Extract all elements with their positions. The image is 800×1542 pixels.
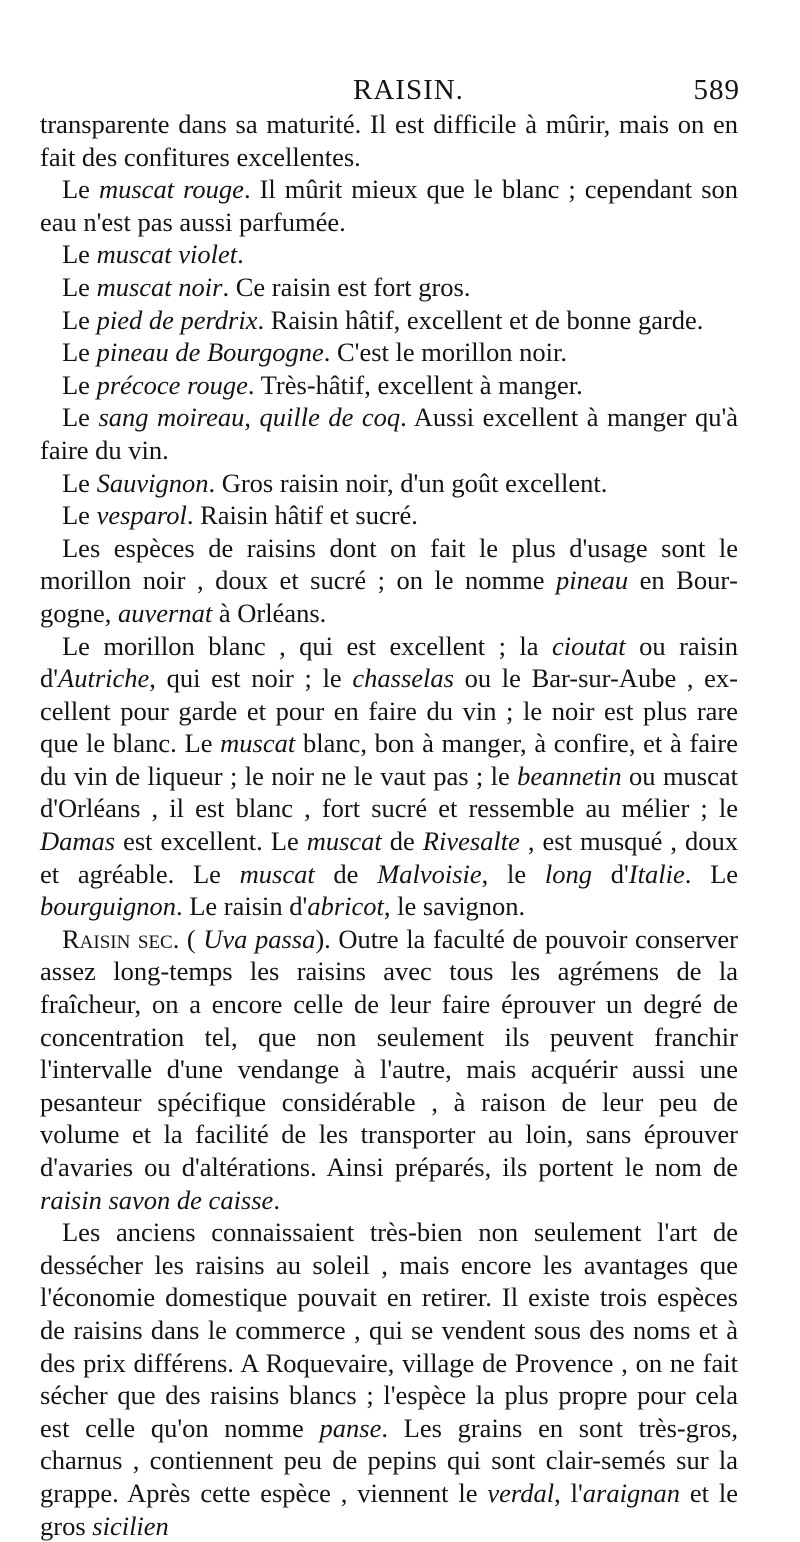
- text-run: et le gros: [40, 1477, 738, 1541]
- text-run: d': [592, 858, 629, 889]
- text-run: Raisin sec: [62, 923, 173, 954]
- text-run: ou le Bar-sur-Aube , excellent pour garde et pour en faire du vin ; le noir est plus rare que le blanc. Le: [40, 663, 738, 759]
- italic-term: Malvoisie: [377, 858, 482, 889]
- text-run: . Les grains en sont très-gros, charnus , contiennent peu de pepins qui sont clair-semés sur la grappe. Après cette espèce , viennent le: [40, 1412, 738, 1508]
- text-run: ). Outre la faculté de pouvoir conserver assez long-temps les raisins avec tous les agrémens de la fraîcheur, on a encore celle de leur faire éprouver un degré de concentration tel, que non seulement ils peuvent franchir l'intervalle d'une vendange à l'autre, mais acquérir aussi une pesanteur spécifique considérable , à raison de leur peu de volume et la facilité de les transporter au loin, sans éprouver d'avaries ou d'altérations. Ainsi préparés, ils portent le nom de: [40, 923, 738, 1182]
- text-run: . Ce raisin est fort gros.: [222, 271, 471, 302]
- text-run: . Raisin hâtif et sucré.: [186, 500, 418, 531]
- italic-term: pineau: [556, 565, 629, 596]
- paragraph: [40, 499, 738, 532]
- italic-term: auvernat: [118, 597, 213, 628]
- italic-term: pied de perdrix: [96, 304, 258, 335]
- italic-term: panse: [319, 1412, 382, 1443]
- italic-term: araignan: [582, 1477, 680, 1508]
- text-run: ou muscat d'Orléans , il est blanc , fort sucré et ressemble au mélier ; le: [40, 760, 739, 824]
- text-run: . Il mûrit mieux que le blanc ; cependant son eau n'est pas aussi parfumée.: [40, 174, 739, 237]
- text-run: , le: [481, 858, 545, 889]
- italic-term: muscat noir: [96, 271, 223, 302]
- text-run: Le morillon blanc , qui est excellent ; la: [62, 630, 553, 661]
- italic-term: verdal: [487, 1477, 555, 1508]
- text-run: en Bourgogne,: [40, 565, 738, 628]
- italic-term: muscat rouge: [98, 174, 244, 205]
- text-run: .: [273, 1184, 280, 1215]
- paragraph: [40, 1216, 738, 1542]
- paragraph: [40, 173, 738, 238]
- paragraph: [40, 369, 738, 402]
- text-run: de: [381, 826, 423, 857]
- italic-term: pineau de Bourgogne: [96, 337, 324, 368]
- text-run: Le: [62, 337, 97, 368]
- paragraph: [40, 401, 738, 466]
- paragraph: [40, 271, 738, 304]
- italic-term: Damas: [40, 826, 116, 857]
- italic-term: sicilien: [92, 1510, 169, 1541]
- text-run: . C'est le morillon noir.: [323, 337, 568, 368]
- paragraph: [40, 238, 738, 271]
- italic-term: beannetin: [517, 760, 622, 791]
- text-run: est excellent. Le: [115, 826, 307, 857]
- text-run: Le: [62, 174, 99, 205]
- paragraph: [40, 336, 738, 369]
- text-run: ou raisin d': [40, 630, 738, 694]
- text-run: . Le raisin d': [175, 891, 308, 922]
- text-run: Le: [62, 304, 97, 335]
- italic-term: muscat: [306, 826, 382, 857]
- text-run: ,: [244, 402, 260, 433]
- text-run: Le: [62, 500, 97, 531]
- text-run: Les anciens connaissaient très-bien non seulement l'art de dessécher les raisins au soleil , mais encore les avantages que l'économie domestique pouvait en retirer. Il existe trois espèces de raisins dans le commerce , qui se vendent sous des noms et à des prix différens. A Roquevaire, village de Provence , on ne fait sécher que des raisins blancs ; l'espèce la plus propre pour cela est celle qu'on nomme: [40, 1217, 738, 1443]
- italic-term: sang moireau: [98, 402, 245, 433]
- paragraph: [40, 108, 738, 173]
- paragraph: [40, 630, 738, 923]
- italic-term: précoce rouge: [96, 369, 248, 400]
- italic-term: abricot: [307, 891, 384, 922]
- text-run: .: [237, 239, 244, 270]
- text-run: Le: [62, 239, 97, 270]
- text-run: , le savignon.: [383, 891, 526, 922]
- text-run: . Raisin hâtif, excellent et de bonne garde.: [257, 304, 704, 335]
- italic-term: Italie: [628, 858, 685, 889]
- paragraph: [40, 304, 738, 337]
- italic-term: muscat violet: [96, 239, 238, 270]
- text-run: . Le: [684, 858, 739, 889]
- text-run: . Gros raisin noir, d'un goût excellent.: [208, 467, 608, 498]
- text-run: , qui est noir ; le: [149, 663, 353, 694]
- text-run: Le: [62, 467, 97, 498]
- paragraph: [40, 923, 738, 1216]
- italic-term: muscat: [239, 858, 315, 889]
- text-run: blanc, bon à manger, à confire, et à faire du vin de liqueur ; le noir ne le vaut pas ; le: [40, 728, 738, 791]
- italic-term: Rivesalte: [422, 826, 520, 857]
- text-run: de: [314, 858, 378, 889]
- text-run: , est musqué , doux et agréable. Le: [40, 826, 739, 889]
- italic-term: cioutat: [552, 630, 626, 661]
- text-run: Le: [62, 402, 99, 433]
- italic-term: vesparol: [96, 500, 187, 531]
- page-header: [40, 70, 740, 110]
- italic-term: muscat: [220, 728, 296, 759]
- italic-term: Uva passa: [203, 923, 316, 954]
- italic-term: raisin savon de caisse: [40, 1184, 274, 1215]
- text-run: Les espèces de raisins dont on fait le plus d'usage sont le morillon noir , doux et sucré ; on le nomme: [40, 532, 738, 596]
- text-run: Le: [62, 369, 97, 400]
- text-run: transparente dans sa maturité. Il est difficile à mûrir, mais on en fait des confitures excellentes.: [40, 109, 738, 172]
- page-number: 589: [693, 74, 740, 106]
- italic-term: chasselas: [352, 663, 454, 694]
- italic-term: Sauvignon: [96, 467, 209, 498]
- text-run: Le: [62, 271, 97, 302]
- paragraph: [40, 532, 738, 630]
- italic-term: bourguignon: [40, 891, 176, 922]
- text-run: . Aussi excellent à manger qu'à faire du vin.: [40, 402, 739, 465]
- italic-term: Autriche: [58, 663, 150, 694]
- italic-term: long: [544, 858, 593, 889]
- text-run: à Orléans.: [212, 597, 327, 628]
- body-text: [40, 108, 738, 1542]
- text-run: . (: [172, 923, 204, 954]
- text-run: . Très-hâtif, excellent à manger.: [247, 369, 583, 400]
- italic-term: quille de coq: [259, 402, 401, 433]
- text-run: , l': [554, 1477, 583, 1508]
- paragraph: [40, 467, 738, 500]
- running-title: RAISIN.: [353, 74, 464, 106]
